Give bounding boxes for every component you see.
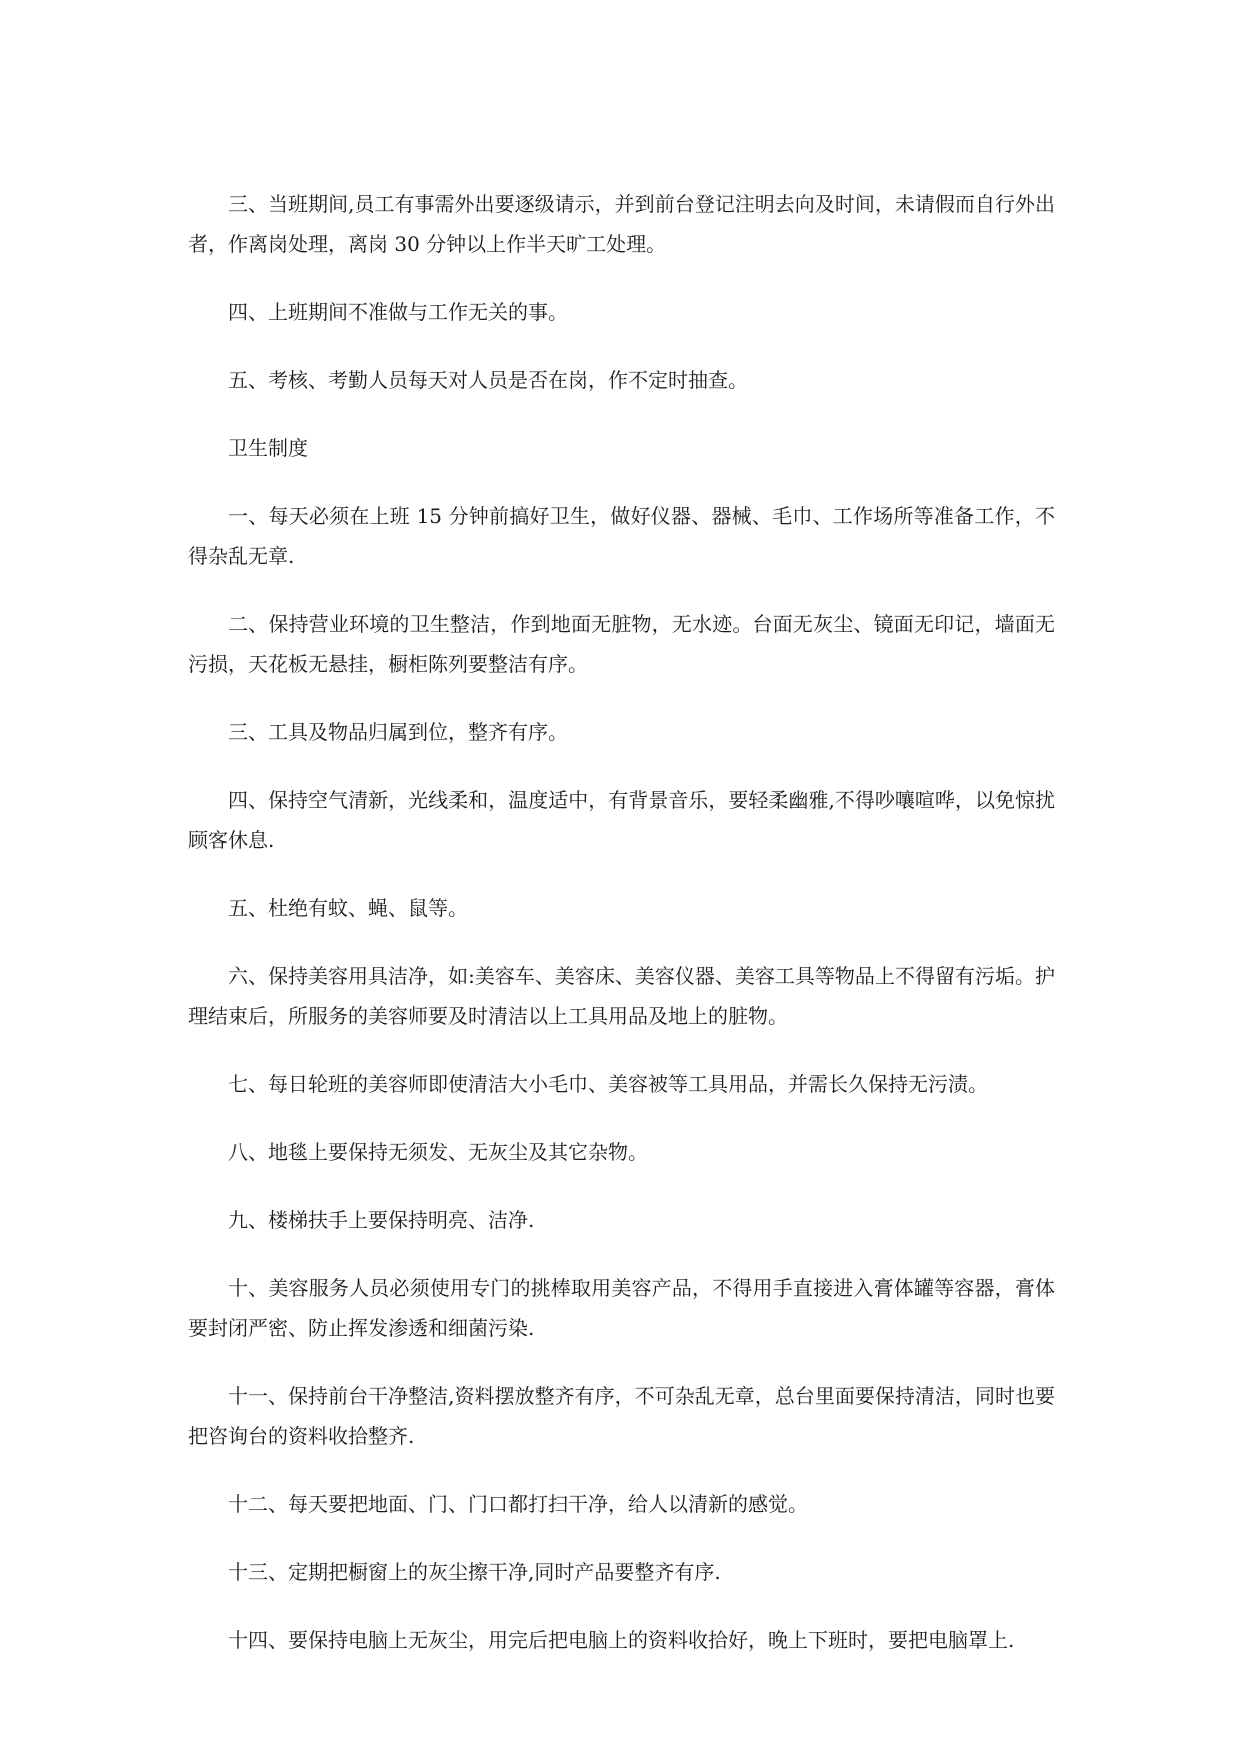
paragraph-hygiene-12: 十二、每天要把地面、门、门口都打扫干净，给人以清新的感觉。	[228, 1492, 808, 1516]
paragraph-hygiene-3: 三、工具及物品归属到位，整齐有序。	[228, 720, 568, 744]
paragraph-attendance-5: 五、考核、考勤人员每天对人员是否在岗，作不定时抽查。	[228, 368, 748, 392]
paragraph-hygiene-7: 七、每日轮班的美容师即使清洁大小毛巾、美容被等工具用品，并需长久保持无污渍。	[228, 1072, 988, 1096]
paragraph-hygiene-10: 十、美容服务人员必须使用专门的挑棒取用美容产品，不得用手直接进入膏体罐等容器，膏体要封闭严密、防止挥发渗透和细菌污染.	[188, 1276, 1055, 1340]
document-body	[188, 184, 1055, 1688]
paragraph-hygiene-1: 一、每天必须在上班 15 分钟前搞好卫生，做好仪器、器械、毛巾、工作场所等准备工作，不得杂乱无章.	[188, 504, 1055, 568]
paragraph-attendance-3: 三、当班期间,员工有事需外出要逐级请示，并到前台登记注明去向及时间，未请假而自行外出者，作离岗处理，离岗 30 分钟以上作半天旷工处理。	[188, 192, 1055, 256]
section-heading-hygiene: 卫生制度	[228, 436, 308, 460]
paragraph-attendance-4: 四、上班期间不准做与工作无关的事。	[228, 300, 568, 324]
paragraph-hygiene-2: 二、保持营业环境的卫生整洁，作到地面无脏物，无水迹。台面无灰尘、镜面无印记，墙面无污损，天花板无悬挂，橱柜陈列要整洁有序。	[188, 612, 1055, 676]
paragraph-hygiene-9: 九、楼梯扶手上要保持明亮、洁净.	[228, 1208, 535, 1232]
paragraph-hygiene-11: 十一、保持前台干净整洁,资料摆放整齐有序，不可杂乱无章，总台里面要保持清洁，同时也要把咨询台的资料收拾整齐.	[188, 1384, 1055, 1448]
paragraph-hygiene-4: 四、保持空气清新，光线柔和，温度适中，有背景音乐，要轻柔幽雅,不得吵嚷喧哗，以免惊扰顾客休息.	[188, 788, 1055, 852]
paragraph-hygiene-14: 十四、要保持电脑上无灰尘，用完后把电脑上的资料收拾好，晚上下班时，要把电脑罩上.	[228, 1628, 1015, 1652]
paragraph-hygiene-6: 六、保持美容用具洁净，如:美容车、美容床、美容仪器、美容工具等物品上不得留有污垢。护理结束后，所服务的美容师要及时清洁以上工具用品及地上的脏物。	[188, 964, 1055, 1028]
paragraph-hygiene-5: 五、杜绝有蚊、蝇、鼠等。	[228, 896, 468, 920]
paragraph-hygiene-8: 八、地毯上要保持无须发、无灰尘及其它杂物。	[228, 1140, 648, 1164]
paragraph-hygiene-13: 十三、定期把橱窗上的灰尘擦干净,同时产品要整齐有序.	[228, 1560, 721, 1584]
